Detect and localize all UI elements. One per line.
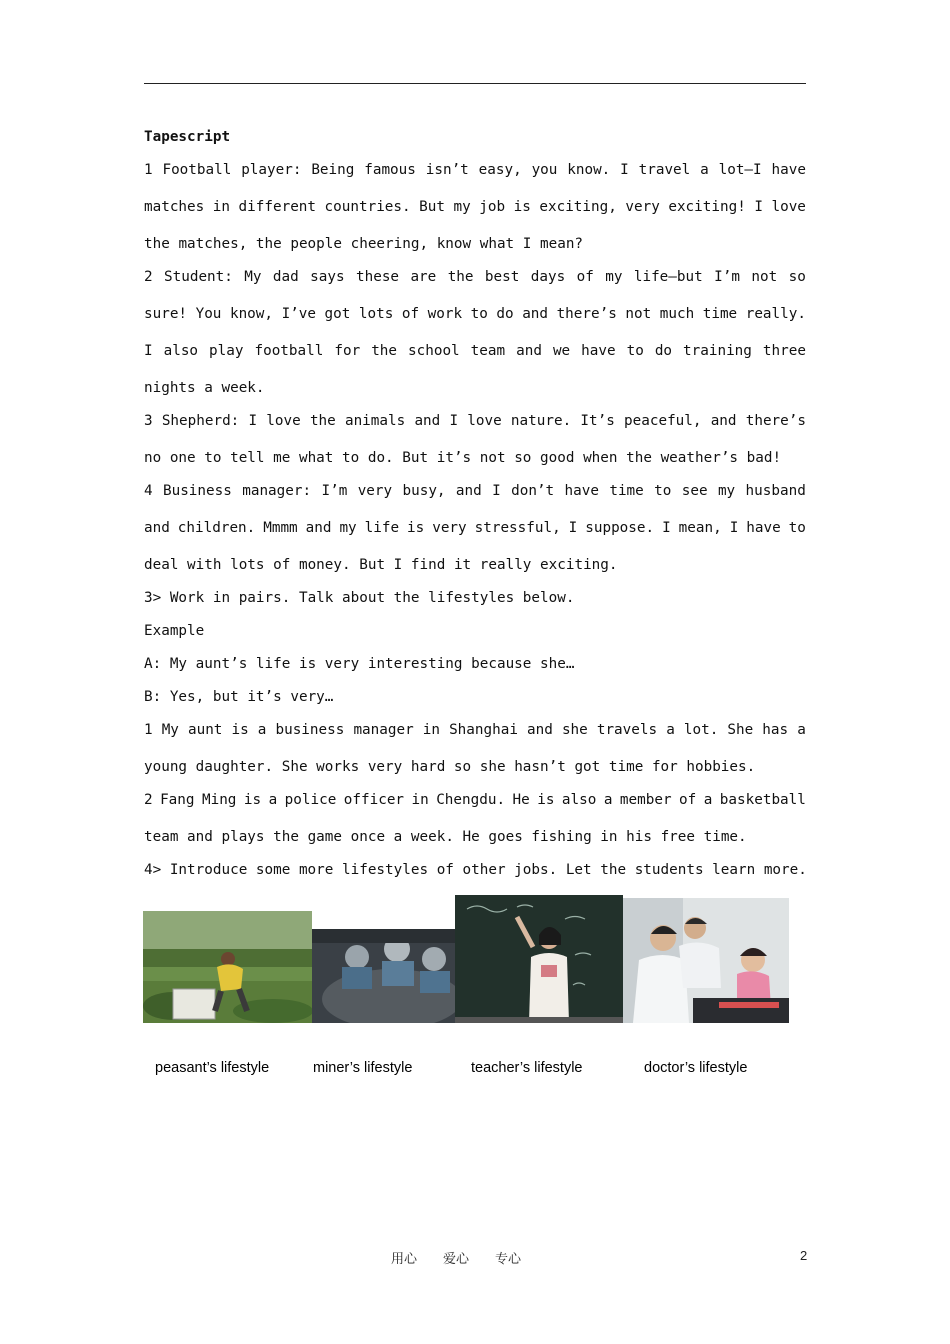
word: very — [324, 656, 368, 672]
teacher-photo — [455, 895, 623, 1023]
word: My — [169, 656, 196, 672]
word: in — [212, 199, 231, 215]
word: in — [600, 829, 627, 845]
text-line — [144, 620, 806, 653]
word: Business — [162, 483, 232, 499]
word: B: — [144, 689, 170, 705]
word: other — [462, 862, 515, 878]
word: so — [788, 269, 806, 285]
word: love — [771, 199, 806, 215]
word: see — [681, 483, 708, 499]
word: matches — [144, 199, 205, 215]
word: works — [316, 759, 368, 775]
word: are — [410, 269, 437, 285]
word: hobbies. — [686, 759, 756, 775]
text-line — [144, 377, 806, 410]
word: a — [268, 792, 278, 808]
footer-motto: 用心 爱心 专心 — [391, 1252, 522, 1267]
word: weather’s — [660, 450, 747, 466]
word: cheering, — [350, 236, 437, 252]
word: young — [144, 759, 196, 775]
word: plays — [221, 829, 274, 845]
word: my — [717, 483, 736, 499]
word: also — [163, 343, 199, 359]
word: Mmmm — [263, 520, 298, 536]
text-line — [144, 756, 806, 789]
text-line — [144, 447, 806, 480]
text-line — [144, 517, 806, 554]
word: He — [512, 792, 530, 808]
word: she… — [540, 656, 575, 672]
word: I — [568, 520, 578, 536]
word: people — [290, 236, 351, 252]
word: the — [371, 343, 398, 359]
word: very — [432, 520, 467, 536]
page-footer — [0, 1248, 950, 1268]
word: You — [195, 306, 222, 322]
word: 4> — [144, 862, 170, 878]
word: and — [522, 306, 549, 322]
word: once — [350, 829, 394, 845]
word: lifestyles — [342, 862, 437, 878]
text-line — [144, 587, 806, 620]
text-line — [144, 554, 806, 587]
word: a — [393, 829, 411, 845]
word: interesting — [367, 656, 472, 672]
word: team — [144, 829, 188, 845]
word: in — [422, 722, 440, 738]
word: because — [471, 656, 541, 672]
word: got — [574, 759, 609, 775]
word: 3> — [144, 590, 170, 606]
word: to — [654, 483, 672, 499]
word: Chengdu. — [436, 792, 506, 808]
word: But — [359, 557, 394, 573]
word: there’s — [745, 413, 806, 429]
word: Student: — [164, 269, 233, 285]
doctor-photo — [623, 898, 789, 1023]
word: tell — [230, 450, 274, 466]
word: don’t — [511, 483, 555, 499]
word: so — [453, 759, 480, 775]
word: life — [255, 656, 299, 672]
word: learn — [712, 862, 764, 878]
word: know — [436, 236, 480, 252]
word: and — [516, 343, 542, 359]
word: easy, — [478, 162, 522, 178]
word: have — [581, 343, 616, 359]
word: life—but — [633, 269, 703, 285]
word: the — [447, 269, 474, 285]
word: I’m — [714, 269, 740, 285]
word: A: — [144, 656, 170, 672]
word: not — [751, 269, 778, 285]
word: money. — [298, 557, 360, 573]
text-line — [144, 233, 806, 266]
word: a — [204, 380, 222, 396]
word: about — [342, 590, 394, 606]
word: has — [762, 722, 789, 738]
word: a — [700, 162, 709, 178]
word: to — [788, 520, 806, 536]
word: mean? — [540, 236, 584, 252]
word: Shanghai — [449, 722, 518, 738]
word: to — [626, 343, 644, 359]
word: time. — [703, 829, 747, 845]
word: 1 — [144, 722, 153, 738]
word: pairs. — [238, 590, 299, 606]
word: nights — [144, 380, 205, 396]
word: different — [238, 199, 317, 215]
word: of — [576, 269, 594, 285]
word: Talk — [298, 590, 343, 606]
word: the — [600, 862, 635, 878]
teacher-photo-icon — [455, 895, 623, 1023]
word: member — [619, 792, 672, 808]
word: the — [393, 590, 429, 606]
word: more — [298, 862, 342, 878]
word: husband — [745, 483, 806, 499]
word: Being — [311, 162, 355, 178]
word: goes — [488, 829, 532, 845]
word: my — [605, 269, 623, 285]
word: I — [620, 162, 629, 178]
word: bad! — [746, 450, 782, 466]
word: manager — [353, 722, 414, 738]
text-line — [144, 719, 806, 756]
word: I — [248, 413, 258, 429]
word: not — [479, 450, 515, 466]
word: mean, — [678, 520, 722, 536]
word: have — [564, 483, 599, 499]
word: a — [603, 792, 613, 808]
word: in — [212, 590, 239, 606]
word: do — [496, 306, 514, 322]
word: police — [284, 792, 337, 808]
word: Example — [144, 623, 205, 639]
word: and — [187, 829, 222, 845]
word: a — [703, 792, 713, 808]
word: 2 — [144, 792, 153, 808]
word: with — [187, 557, 231, 573]
word: manager: — [242, 483, 312, 499]
text-line — [144, 410, 806, 447]
word: life — [364, 520, 400, 536]
word: the — [309, 413, 336, 429]
word: really — [479, 557, 541, 573]
word: animals — [344, 413, 406, 429]
word: fishing — [531, 829, 601, 845]
word: But — [419, 199, 445, 215]
word: do — [654, 343, 673, 359]
word: is — [513, 199, 531, 215]
word: play — [209, 343, 244, 359]
word: She — [727, 722, 754, 738]
word: very — [357, 483, 393, 499]
word: lot—I — [718, 162, 762, 178]
word: love — [266, 413, 301, 429]
word: Shepherd: — [161, 413, 240, 429]
word: very — [367, 759, 411, 775]
word: business — [275, 722, 345, 738]
word: is — [407, 520, 425, 536]
teacher-caption: teacher’s lifestyle — [471, 1060, 583, 1076]
text-line — [144, 826, 806, 859]
word: I — [144, 343, 153, 359]
word: is — [537, 792, 555, 808]
text-line — [144, 303, 806, 340]
word: I — [522, 236, 540, 252]
word: basketball — [719, 792, 806, 808]
word: days — [530, 269, 566, 285]
word: time — [608, 759, 652, 775]
word: very… — [290, 689, 334, 705]
text-line — [144, 789, 806, 826]
word: the — [626, 450, 661, 466]
word: when — [583, 450, 627, 466]
word: below. — [522, 590, 575, 606]
word: for — [334, 343, 361, 359]
word: 2 — [144, 269, 153, 285]
miner-photo-icon — [312, 929, 455, 1023]
word: so — [514, 450, 541, 466]
word: deal — [144, 557, 188, 573]
word: lots — [358, 306, 394, 322]
word: lot. — [683, 722, 719, 738]
word: it’s — [436, 450, 480, 466]
word: busy, — [402, 483, 446, 499]
word: 3 — [144, 413, 153, 429]
word: I — [754, 199, 763, 215]
word: exciting! — [668, 199, 746, 215]
word: students — [634, 862, 713, 878]
text-line — [144, 480, 806, 517]
word: have — [771, 162, 806, 178]
word: love — [467, 413, 502, 429]
word: children. — [177, 520, 256, 536]
word: 1 — [144, 162, 153, 178]
word: to — [204, 450, 231, 466]
word: more. — [763, 862, 807, 878]
word: Fang — [160, 792, 195, 808]
text-line — [144, 266, 806, 303]
word: game — [307, 829, 351, 845]
word: time — [702, 306, 738, 322]
word: me — [273, 450, 299, 466]
word: week. — [221, 380, 265, 396]
word: lots — [230, 557, 274, 573]
page-number: 2 — [800, 1248, 808, 1263]
word: school — [408, 343, 460, 359]
word: a — [666, 722, 675, 738]
miner-photo — [312, 929, 455, 1023]
word: peaceful, — [624, 413, 702, 429]
word: and — [305, 520, 332, 536]
text-line — [144, 686, 806, 719]
word: It’s — [580, 413, 615, 429]
word: very — [625, 199, 660, 215]
word: and — [144, 520, 170, 536]
word: in — [411, 792, 429, 808]
text-line — [144, 196, 806, 233]
header-rule — [144, 83, 806, 84]
word: it’s — [247, 689, 291, 705]
word: Let — [565, 862, 601, 878]
word: matches, — [178, 236, 256, 252]
word: to — [342, 450, 368, 466]
word: Yes, — [169, 689, 213, 705]
peasant-caption: peasant’s lifestyle — [155, 1060, 270, 1076]
word: not — [625, 306, 652, 322]
word: do. — [367, 450, 403, 466]
word: and — [527, 722, 553, 738]
word: aunt’s — [195, 656, 256, 672]
word: know. — [567, 162, 611, 178]
word: isn’t — [425, 162, 469, 178]
word: Football — [162, 162, 232, 178]
word: but — [212, 689, 248, 705]
word: of — [679, 792, 697, 808]
word: sure! — [144, 306, 188, 322]
word: aunt — [187, 722, 223, 738]
word: these — [356, 269, 400, 285]
word: travels — [596, 722, 658, 738]
word: suppose. — [585, 520, 655, 536]
word: of — [436, 862, 463, 878]
document-title: Tapescript — [144, 129, 231, 145]
word: stressful, — [474, 520, 561, 536]
word: daughter. — [195, 759, 282, 775]
word: I — [449, 413, 459, 429]
word: of — [401, 306, 420, 322]
word: My — [161, 722, 179, 738]
word: really. — [745, 306, 806, 322]
text-line — [144, 859, 806, 892]
document-body — [144, 126, 806, 892]
peasant-photo — [143, 911, 312, 1023]
word: exciting, — [539, 199, 617, 215]
word: dad — [272, 269, 299, 285]
peasant-photo-icon — [143, 911, 312, 1023]
word: the — [273, 829, 308, 845]
word: But — [402, 450, 437, 466]
word: best — [484, 269, 520, 285]
word: there’s — [556, 306, 617, 322]
word: have — [746, 520, 781, 536]
word: 4 — [144, 483, 153, 499]
word: free — [660, 829, 704, 845]
text-line — [144, 340, 806, 377]
word: to — [470, 306, 488, 322]
word: lifestyles — [428, 590, 523, 606]
word: I — [492, 483, 501, 499]
word: hard — [410, 759, 454, 775]
word: Work — [169, 590, 213, 606]
word: He — [462, 829, 489, 845]
lifestyle-photo-row — [0, 895, 950, 1076]
word: She — [281, 759, 317, 775]
word: for — [651, 759, 687, 775]
word: his — [626, 829, 661, 845]
word: countries. — [324, 199, 411, 215]
word: also — [561, 792, 597, 808]
word: what — [479, 236, 523, 252]
paragraph-container — [144, 159, 806, 892]
word: player: — [241, 162, 302, 178]
word: work — [427, 306, 463, 322]
word: good — [540, 450, 584, 466]
word: no — [144, 450, 170, 466]
word: Introduce — [169, 862, 256, 878]
word: my — [339, 520, 357, 536]
word: team — [470, 343, 506, 359]
word: find — [410, 557, 454, 573]
text-line — [144, 653, 806, 686]
word: and — [414, 413, 441, 429]
word: three — [762, 343, 806, 359]
word: got — [324, 306, 351, 322]
word: know, — [229, 306, 274, 322]
word: she — [561, 722, 588, 738]
word: I — [393, 557, 411, 573]
word: I — [662, 520, 671, 536]
miner-caption: miner’s lifestyle — [313, 1060, 413, 1076]
word: hasn’t — [514, 759, 575, 775]
word: a — [257, 722, 267, 738]
word: officer — [343, 792, 405, 808]
word: I — [729, 520, 739, 536]
word: what — [298, 450, 343, 466]
word: says — [310, 269, 345, 285]
word: famous — [364, 162, 416, 178]
word: you — [531, 162, 558, 178]
word: my — [453, 199, 471, 215]
word: much — [659, 306, 695, 322]
word: My — [244, 269, 262, 285]
word: training — [683, 343, 752, 359]
word: week. — [410, 829, 463, 845]
word: it — [453, 557, 480, 573]
word: I’m — [321, 483, 348, 499]
word: is — [243, 792, 262, 808]
word: the — [144, 236, 179, 252]
word: Ming — [201, 792, 237, 808]
word: the — [255, 236, 291, 252]
word: she — [479, 759, 515, 775]
word: football — [254, 343, 324, 359]
word: job — [479, 199, 506, 215]
word: some — [255, 862, 299, 878]
word: jobs. — [514, 862, 566, 878]
word: exciting. — [540, 557, 618, 573]
word: we — [552, 343, 571, 359]
word: a — [797, 722, 806, 738]
word: is — [231, 722, 249, 738]
doctor-caption: doctor’s lifestyle — [644, 1060, 748, 1076]
word: nature. — [510, 413, 572, 429]
word: is — [298, 656, 325, 672]
text-line — [144, 159, 806, 196]
word: time — [609, 483, 644, 499]
word: and — [455, 483, 482, 499]
word: one — [169, 450, 205, 466]
word: I’ve — [281, 306, 316, 322]
word: of — [273, 557, 299, 573]
word: and — [710, 413, 737, 429]
doctor-photo-icon — [623, 898, 789, 1023]
word: travel — [638, 162, 691, 178]
